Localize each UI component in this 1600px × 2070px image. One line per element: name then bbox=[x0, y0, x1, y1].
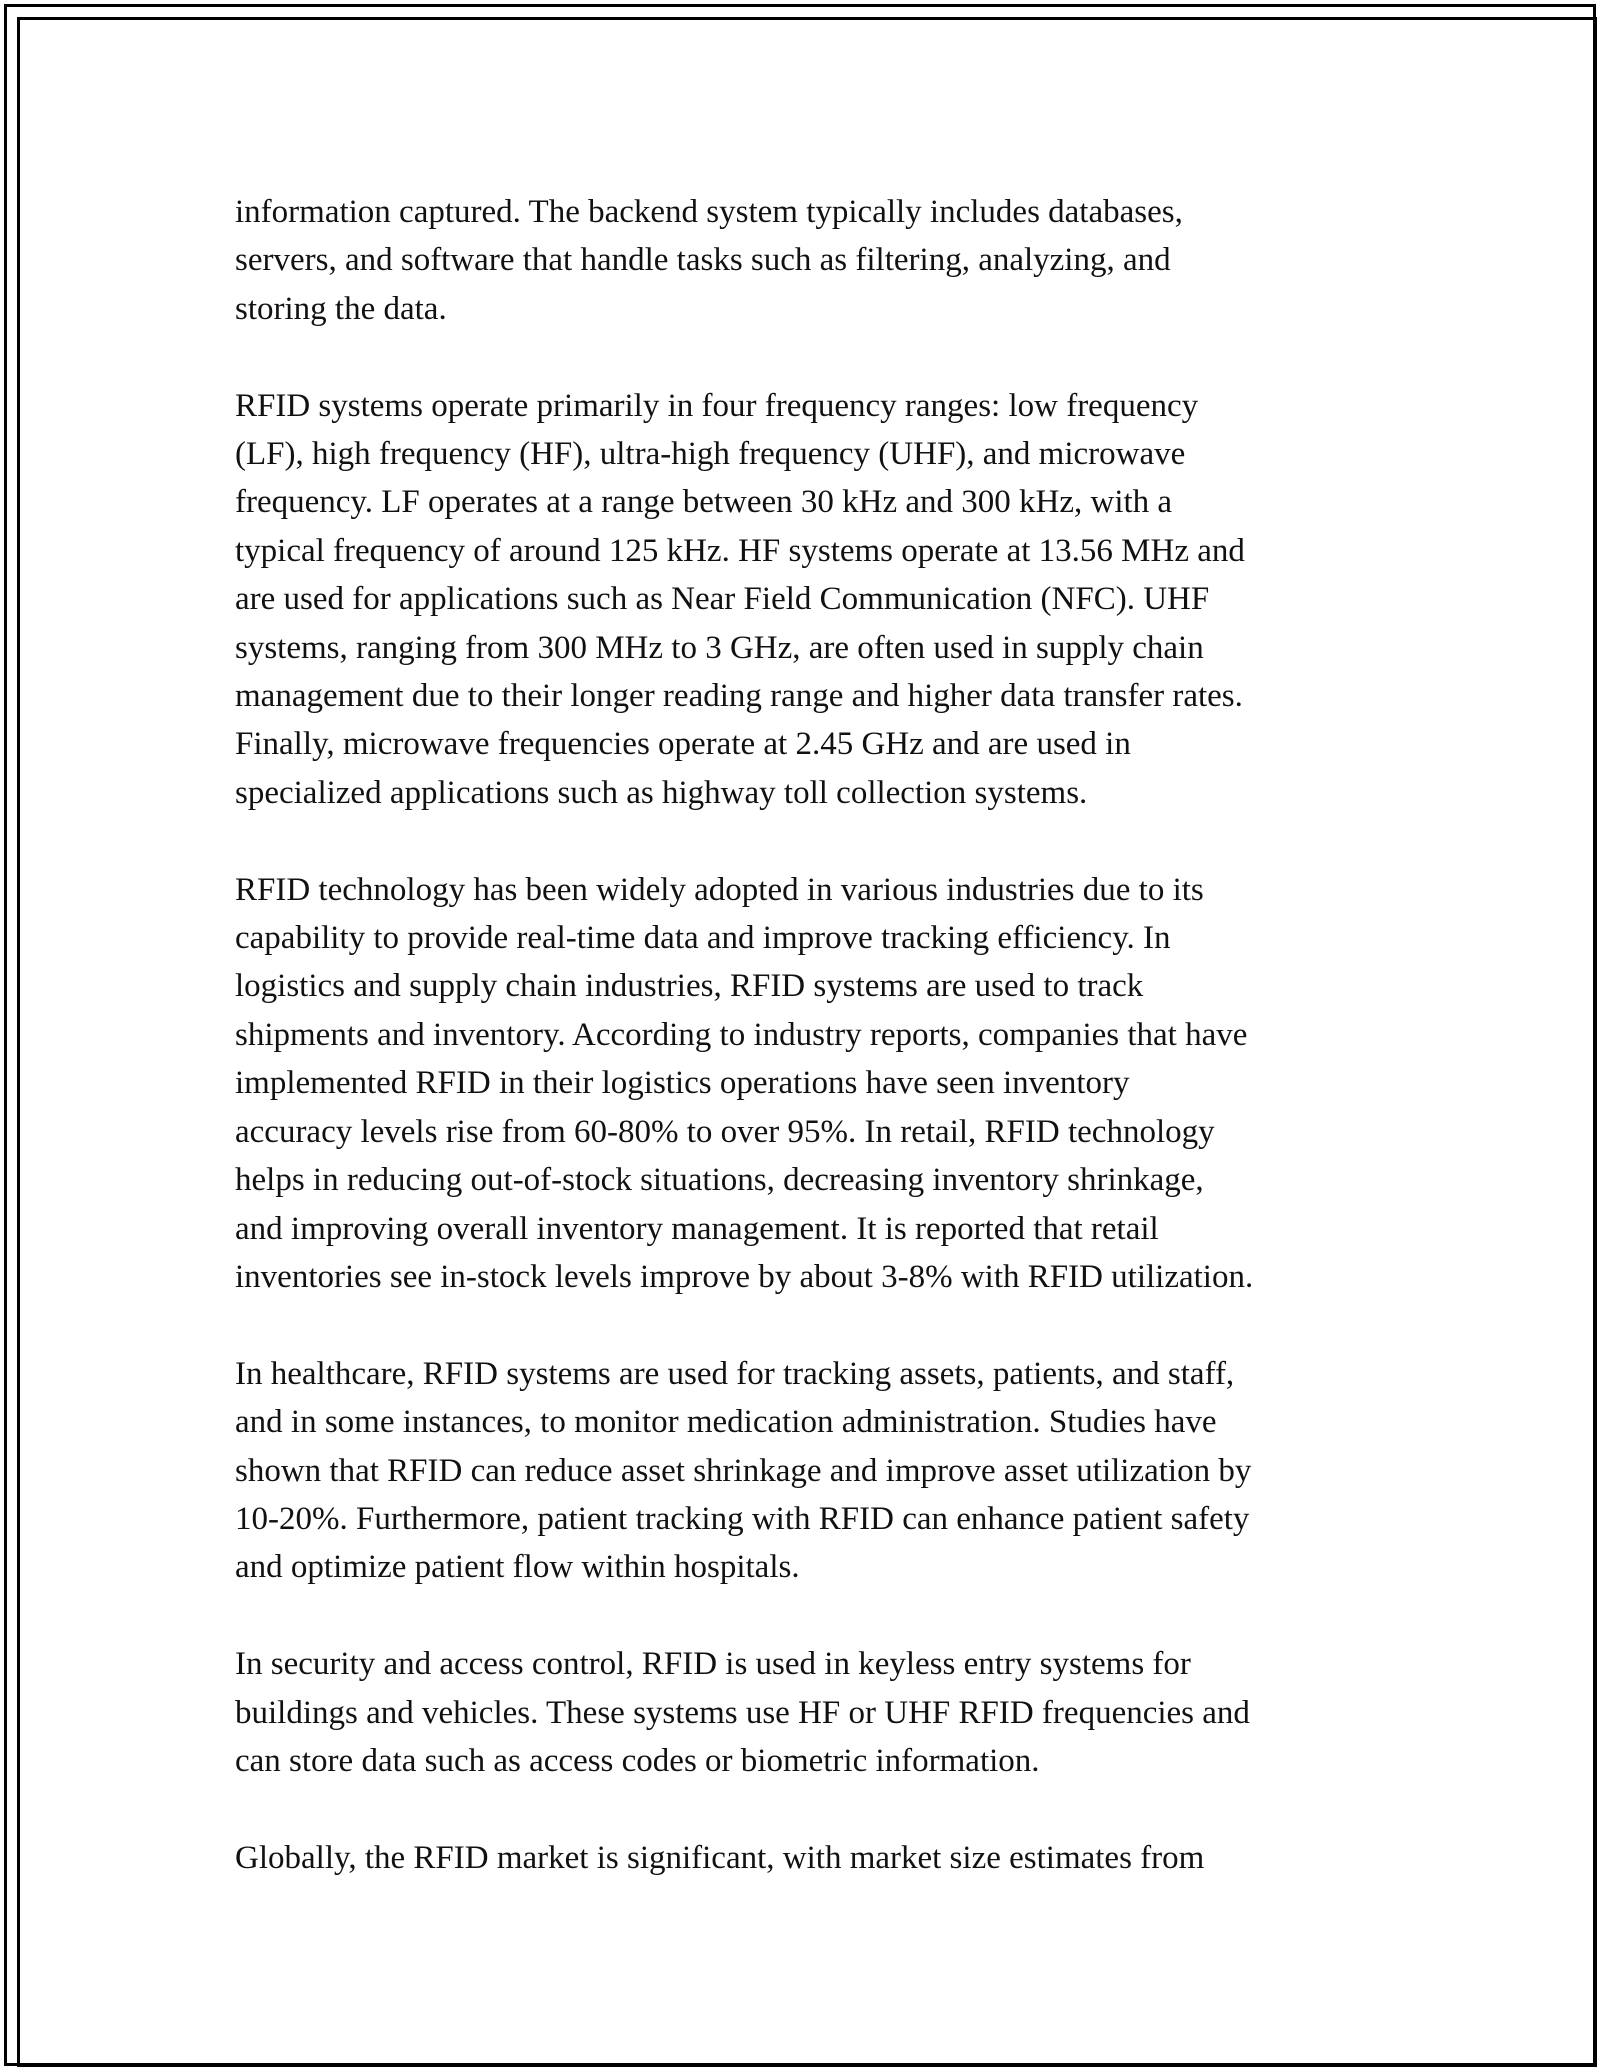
paragraph-backend-system: information captured. The backend system typically includes databases, servers, and software that handle tasks such as filtering, analyzing, and storing the data. bbox=[235, 194, 1183, 327]
paragraph-frequency-ranges: RFID systems operate primarily in four frequency ranges: low frequency (LF), high frequency (HF), ultra-high frequency (UHF), and microwave frequency. LF operates at a range between 30 kHz and 300 kHz, with a typical frequency of around 125 kHz. HF systems operate at 13.56 MHz and are used for applications such as Near Field Communication (NFC). UHF systems, ranging from 300 MHz to 3 GHz, are often used in supply chain management due to their longer reading range and higher data transfer rates. Finally, microwave frequencies operate at 2.45 GHz and are used in specialized applications such as highway toll collection systems. bbox=[235, 387, 1245, 811]
paragraph-global-market: Globally, the RFID market is significant, with market size estimates from bbox=[235, 1839, 1205, 1876]
paragraph-security-access: In security and access control, RFID is used in keyless entry systems for buildings and vehicles. These systems use HF or UHF RFID frequencies and can store data such as access codes or biometric information. bbox=[235, 1646, 1250, 1779]
document-body bbox=[235, 188, 1375, 1931]
paragraph-industry-adoption: RFID technology has been widely adopted in various industries due to its capability to provide real-time data and improve tracking efficiency. In logistics and supply chain industries, RFID systems are used to track shipments and inventory. According to industry reports, companies that have implemented RFID in their logistics operations have seen inventory accuracy levels rise from 60-80% to over 95%. In retail, RFID technology helps in reducing out-of-stock situations, decreasing inventory shrinkage, and improving overall inventory management. It is reported that retail inventories see in-stock levels improve by about 3-8% with RFID utilization. bbox=[235, 871, 1254, 1295]
paragraph-healthcare: In healthcare, RFID systems are used for tracking assets, patients, and staff, and in some instances, to monitor medication administration. Studies have shown that RFID can reduce asset shrinkage and improve asset utilization by 10-20%. Furthermore, patient tracking with RFID can enhance patient safety and optimize patient flow within hospitals. bbox=[235, 1355, 1252, 1586]
